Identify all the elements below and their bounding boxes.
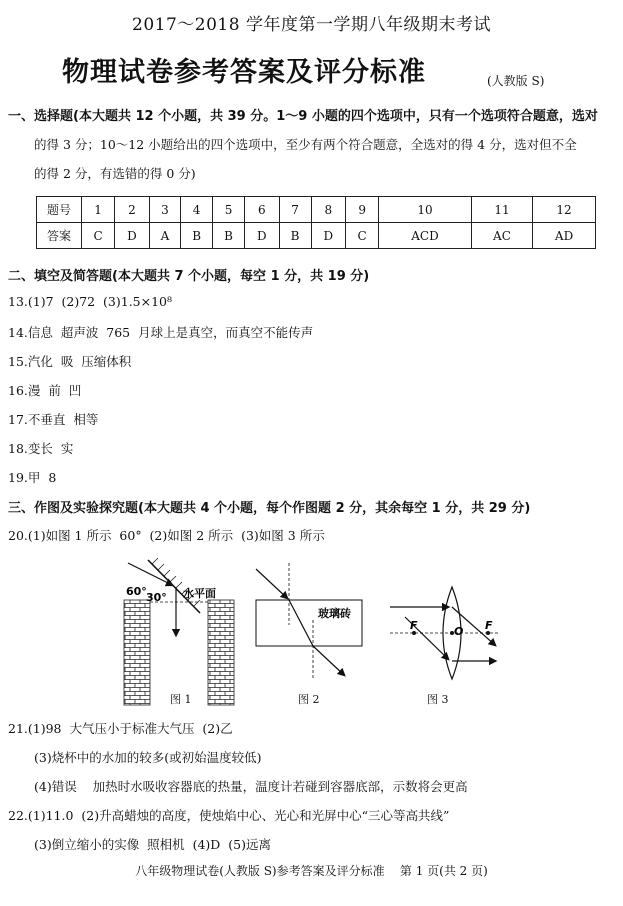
emergent-ray xyxy=(313,646,344,675)
figure-2 xyxy=(256,563,362,680)
table-cell: A xyxy=(149,223,180,249)
table-cell: 1 xyxy=(82,197,115,223)
left-focus-label: F xyxy=(410,619,418,632)
row-label-answer: 答案 xyxy=(37,223,82,249)
table-cell: 8 xyxy=(311,197,346,223)
table-cell: 7 xyxy=(279,197,311,223)
section2-heading: 二、填空及简答题(本大题共 7 个小题，每空 1 分，共 19 分) xyxy=(8,269,370,284)
section3-heading: 三、作图及实验探究题(本大题共 4 个小题，每个作图题 2 分，其余每空 1 分，共 29 分) xyxy=(8,501,531,516)
answer-q15: 15.汽化 吸 压缩体积 xyxy=(8,354,132,369)
table-cell: 2 xyxy=(115,197,150,223)
answer-q22-part3: (3)倒立缩小的实像 照相机 (4)D (5)远离 xyxy=(34,837,271,852)
row-label-number: 题号 xyxy=(37,197,82,223)
table-cell: 9 xyxy=(346,197,379,223)
table-cell: 5 xyxy=(213,197,245,223)
answer-table xyxy=(36,196,596,249)
section1-heading: 一、选择题(本大题共 12 个小题，共 39 分。1～9 小题的四个选项中，只有一个选项符合题意，选对 xyxy=(8,109,598,124)
figure-3 xyxy=(390,587,500,679)
table-cell: ACD xyxy=(379,223,472,249)
answer-table-answer-row xyxy=(37,223,596,249)
figure-2-caption: 图 2 xyxy=(298,693,320,706)
exam-title: 2017～2018 学年度第一学期八年级期末考试 xyxy=(132,15,491,35)
table-cell: AC xyxy=(471,223,532,249)
table-cell: 10 xyxy=(379,197,472,223)
table-cell: B xyxy=(213,223,245,249)
incident-ray xyxy=(256,569,287,598)
table-cell: D xyxy=(245,223,280,249)
table-cell: 6 xyxy=(245,197,280,223)
refracted-ray-inside xyxy=(289,600,313,646)
table-cell: 3 xyxy=(149,197,180,223)
edition-label: (人教版 S) xyxy=(487,74,545,88)
answer-q21-part4: (4)错误 加热时水吸收容器底的热量，温度计若碰到容器底部，示数将会更高 xyxy=(34,779,468,794)
right-focus-label: F xyxy=(485,619,493,632)
answer-q21-part1: 21.(1)98 大气压小于标准大气压 (2)乙 xyxy=(8,721,233,736)
answer-q17: 17.不垂直 相等 xyxy=(8,412,99,427)
table-cell: AD xyxy=(533,223,596,249)
table-cell: 12 xyxy=(533,197,596,223)
table-cell: C xyxy=(82,223,115,249)
answer-q21-part3: (3)烧杯中的水加的较多(或初始温度较低) xyxy=(34,750,262,765)
angle-30-label: 30° xyxy=(146,591,167,604)
table-cell: D xyxy=(115,223,150,249)
document-title: 物理试卷参考答案及评分标准 xyxy=(62,57,426,88)
incident-ray xyxy=(128,563,172,585)
answer-q19: 19.甲 8 xyxy=(8,470,57,485)
table-cell: C xyxy=(346,223,379,249)
answer-table-number-row xyxy=(37,197,596,223)
angle-60-label: 60° xyxy=(126,585,147,598)
table-cell: 11 xyxy=(471,197,532,223)
answer-q22-part1: 22.(1)11.0 (2)升高蜡烛的高度，使烛焰中心、光心和光屏中心“三心等高共线” xyxy=(8,808,450,823)
section1-line2: 的得 3 分；10～12 小题给出的四个选项中，至少有两个符合题意，全选对的得 4 分，选对但不全 xyxy=(34,137,577,152)
table-cell: 4 xyxy=(181,197,213,223)
answer-q16: 16.漫 前 凹 xyxy=(8,383,82,398)
right-brick-wall xyxy=(208,600,234,705)
table-cell: D xyxy=(311,223,346,249)
left-brick-wall xyxy=(124,600,150,705)
answer-q14: 14.信息 超声波 765 月球上是真空，而真空不能传声 xyxy=(8,325,314,340)
figure-3-caption: 图 3 xyxy=(427,693,449,706)
answer-q20: 20.(1)如图 1 所示 60° (2)如图 2 所示 (3)如图 3 所示 xyxy=(8,528,325,543)
figure-1-caption: 图 1 xyxy=(170,693,192,706)
table-cell: B xyxy=(279,223,311,249)
figure-1 xyxy=(124,558,234,705)
answer-q18: 18.变长 实 xyxy=(8,441,74,456)
optical-center-label: O xyxy=(454,625,464,638)
horizontal-plane-label: 水平面 xyxy=(183,587,216,600)
answer-q13: 13.(1)7 (2)72 (3)1.5×10⁸ xyxy=(8,294,173,309)
section1-line3: 的得 2 分，有选错的得 0 分) xyxy=(34,166,196,181)
glass-brick-label: 玻璃砖 xyxy=(318,607,351,620)
table-cell: B xyxy=(181,223,213,249)
page-footer: 八年级物理试卷(人教版 S)参考答案及评分标准 第 1 页(共 2 页) xyxy=(135,864,488,878)
